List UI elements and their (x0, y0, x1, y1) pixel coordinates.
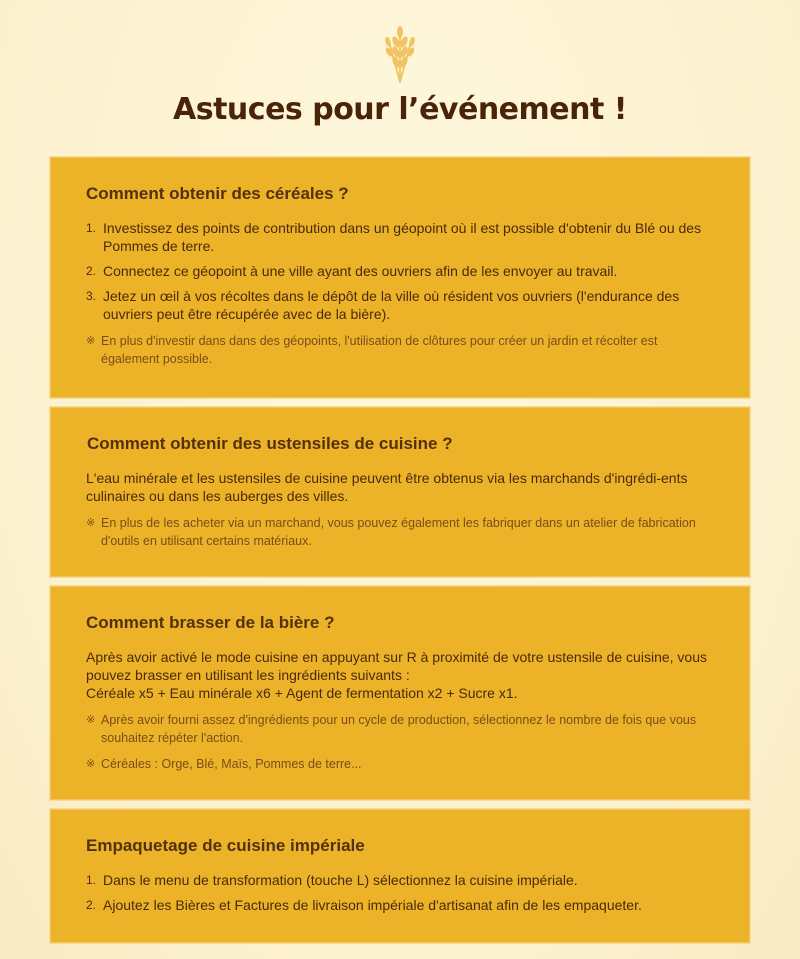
footnote (86, 711, 713, 747)
list-item-text: Investissez des points de contribution dans un géopoint où il est possible d'obtenir du Blé ou des Pommes de terre. (103, 220, 702, 254)
card-title: Comment obtenir des céréales ? (86, 184, 349, 203)
note-mark-icon: ※ (86, 758, 96, 770)
list-item-text: Dans le menu de transformation (touche L) sélectionnez la cuisine impériale. (103, 872, 578, 888)
list-number: 2. (86, 264, 97, 278)
steps-list (86, 219, 713, 323)
card-title: Empaquetage de cuisine impériale (86, 836, 365, 855)
note-mark-icon: ※ (86, 335, 96, 347)
card-title: Comment obtenir des ustensiles de cuisine ? (87, 434, 453, 453)
card-paragraph: Après avoir activé le mode cuisine en appuyant sur R à proximité de votre ustensile de cuisine, vous pouvez brasser en utilisant les ingrédients suivants : (86, 649, 707, 683)
list-item (86, 287, 713, 323)
card-title: Comment brasser de la bière ? (86, 613, 335, 632)
steps-list (86, 871, 713, 914)
recipe-line: Céréale x5 + Eau minérale x6 + Agent de fermentation x2 + Sucre x1. (86, 685, 518, 701)
list-item-text: Connectez ce géopoint à une ville ayant des ouvriers afin de les envoyer au travail. (103, 263, 618, 279)
list-number: 2. (86, 898, 97, 912)
footnote (86, 514, 713, 550)
note-mark-icon: ※ (86, 714, 96, 726)
footnote (86, 332, 713, 368)
list-item-text: Ajoutez les Bières et Factures de livraison impériale d'artisanat afin de les empaqueter. (103, 897, 642, 913)
footnote-text: Après avoir fourni assez d'ingrédients pour un cycle de production, sélectionnez le nombre de fois que vous souhaitez répéter l'action. (101, 713, 697, 745)
note-mark-icon: ※ (86, 517, 96, 529)
list-item (86, 219, 713, 255)
list-number: 1. (86, 221, 97, 235)
footnote (86, 755, 713, 773)
list-number: 1. (86, 873, 97, 887)
list-item (86, 871, 713, 889)
list-item-text: Jetez un œil à vos récoltes dans le dépôt de la ville où résident vos ouvriers (l'endurance des ouvriers peut être récupérée avec de la bière). (103, 288, 680, 322)
tip-card-imperial-packaging (50, 809, 750, 943)
footnote-text: En plus de les acheter via un marchand, vous pouvez également les fabriquer dans un atelier de fabrication d'outils en utilisant certains matériaux. (101, 516, 696, 548)
footnote-text: Céréales : Orge, Blé, Maïs, Pommes de terre... (101, 757, 362, 771)
page-title: Astuces pour l’événement ! (173, 92, 627, 127)
list-number: 3. (86, 289, 97, 303)
wheat-icon (378, 24, 422, 84)
tip-card-beer (50, 586, 750, 800)
card-paragraph: L'eau minérale et les ustensiles de cuisine peuvent être obtenus via les marchands d'ingrédi-ents culinaires ou dans les auberges des villes. (86, 470, 688, 504)
tip-card-cereals (50, 157, 750, 398)
footnote-text: En plus d'investir dans dans des géopoints, l'utilisation de clôtures pour créer un jardin et récolter est également possible. (101, 334, 658, 366)
list-item (86, 262, 713, 280)
tip-card-utensils (50, 407, 750, 577)
list-item (86, 896, 713, 914)
